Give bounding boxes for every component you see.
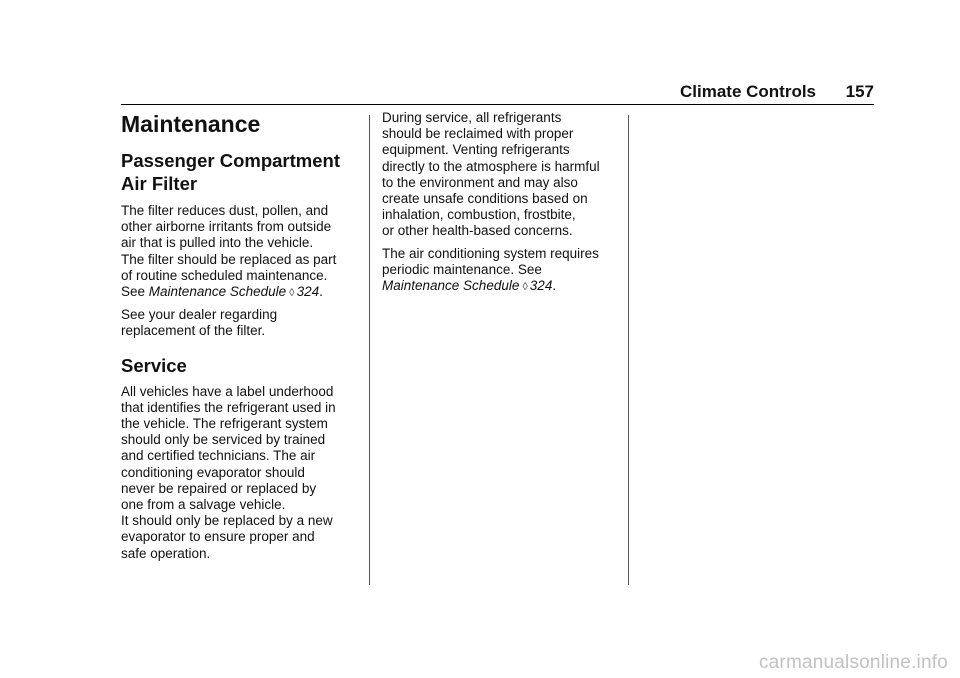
page-ref-arrow-icon: ◊ (289, 287, 295, 300)
page-ref-number[interactable]: 324 (296, 284, 320, 300)
text-line: safe operation. (121, 545, 211, 561)
text-line: periodic maintenance. See (382, 261, 542, 277)
page-number: 157 (845, 82, 874, 101)
text-line: should only be serviced by trained (121, 432, 326, 448)
service-heading: Service (121, 354, 187, 376)
text-line: never be repaired or replaced by (121, 480, 317, 496)
page-ref-arrow-icon: ◊ (522, 281, 528, 294)
ac-paragraph: The air conditioning system requires periodic maintenance. See Maintenance Schedule ◊ 324. (382, 245, 599, 294)
service-paragraph (121, 384, 359, 562)
text-line: During service, all refrigerants (382, 110, 562, 125)
see-label: See (121, 284, 146, 300)
text-line: conditioning evaporator should (121, 464, 305, 480)
text-line: to the environment and may also (382, 174, 578, 190)
text-line: create unsafe conditions based on (382, 191, 588, 207)
filter-heading (121, 149, 359, 195)
text-line: should be reclaimed with proper (382, 126, 574, 142)
text-line: The filter should be replaced as part (121, 251, 337, 267)
column-divider-left (369, 115, 370, 585)
page-title: Maintenance (121, 111, 261, 137)
header-rule (121, 104, 874, 105)
page-ref-number[interactable]: 324 (529, 278, 553, 294)
dealer-paragraph (121, 307, 359, 339)
text-line: equipment. Venting refrigerants (382, 142, 570, 158)
text-line: directly to the atmosphere is harmful (382, 158, 600, 174)
text-line: one from a salvage vehicle. (121, 497, 286, 513)
text-line: All vehicles have a label underhood (121, 383, 334, 399)
maintenance-schedule-link[interactable]: Maintenance Schedule (148, 284, 287, 300)
filter-paragraph: The filter reduces dust, pollen, and other airborne irritants from outside air that is pulled into the vehicle. The filter should be replaced as part of routine scheduled maintenance. See Maintenance Schedule ◊ 324. (121, 203, 337, 300)
text-line: and certified technicians. The air (121, 448, 316, 464)
text-line: It should only be replaced by a new (121, 513, 333, 529)
text-line: replacement of the filter. (121, 323, 266, 339)
text-line: the vehicle. The refrigerant system (121, 416, 328, 432)
text-line: evaporator to ensure proper and (121, 529, 315, 545)
refrigerant-paragraph (382, 110, 618, 240)
text-line: or other health-based concerns. (382, 223, 573, 239)
text-line: that identifies the refrigerant used in (121, 399, 336, 415)
column-divider-right (628, 115, 629, 585)
maintenance-schedule-link[interactable]: Maintenance Schedule (382, 278, 520, 294)
text-line: other airborne irritants from outside (121, 219, 332, 235)
text-line: inhalation, combustion, frostbite, (382, 207, 576, 223)
middle-column (382, 110, 618, 301)
text-line: air that is pulled into the vehicle. (121, 235, 314, 251)
section-title: Climate Controls (680, 82, 817, 101)
text-line: The air conditioning system requires (382, 245, 599, 261)
filter-heading-line1: Passenger Compartment (121, 150, 340, 171)
filter-heading-line2: Air Filter (121, 173, 198, 194)
text-line: See your dealer regarding (121, 307, 278, 323)
text-line: The filter reduces dust, pollen, and (121, 203, 329, 218)
text-line: of routine scheduled maintenance. (121, 267, 328, 283)
watermark: carmanualsonline.info (758, 652, 948, 673)
left-column (121, 109, 359, 568)
running-header (680, 82, 874, 104)
